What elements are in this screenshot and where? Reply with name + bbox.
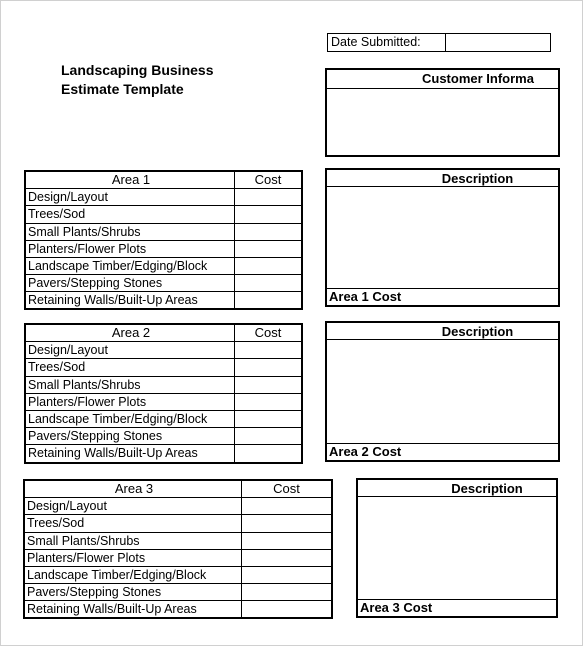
description-header: Description bbox=[358, 480, 556, 497]
cost-cell[interactable] bbox=[235, 189, 301, 205]
table-row bbox=[26, 241, 301, 258]
item-label: Planters/Flower Plots bbox=[25, 550, 242, 566]
table-header-row bbox=[26, 172, 301, 189]
table-row bbox=[26, 359, 301, 376]
table-row bbox=[26, 377, 301, 394]
table-row bbox=[26, 445, 301, 462]
date-submitted-value[interactable] bbox=[446, 34, 550, 51]
item-label: Landscape Timber/Edging/Block bbox=[25, 567, 242, 583]
table-row bbox=[26, 394, 301, 411]
cost-header: Cost bbox=[254, 172, 282, 187]
table-header-row bbox=[26, 325, 301, 342]
area-cost-label: Area 2 Cost bbox=[327, 443, 558, 460]
table-header-row bbox=[25, 481, 331, 498]
cost-cell[interactable] bbox=[235, 241, 301, 257]
area-2-table bbox=[24, 323, 303, 464]
date-submitted-label: Date Submitted: bbox=[328, 34, 446, 51]
item-label: Pavers/Stepping Stones bbox=[26, 428, 235, 444]
cost-header: Cost bbox=[254, 325, 282, 340]
cost-cell[interactable] bbox=[235, 342, 301, 358]
table-row bbox=[25, 550, 331, 567]
area-3-description-box bbox=[356, 478, 558, 618]
page-title bbox=[61, 61, 213, 99]
cost-cell[interactable] bbox=[242, 567, 331, 583]
area-cost-label: Area 3 Cost bbox=[358, 599, 556, 616]
table-row bbox=[26, 258, 301, 275]
cost-cell[interactable] bbox=[242, 533, 331, 549]
area-header: Area 1 bbox=[26, 172, 235, 188]
table-row bbox=[26, 428, 301, 445]
cost-cell[interactable] bbox=[235, 411, 301, 427]
table-row bbox=[26, 224, 301, 241]
table-row bbox=[26, 189, 301, 206]
item-label: Planters/Flower Plots bbox=[26, 241, 235, 257]
table-row bbox=[26, 206, 301, 223]
cost-cell[interactable] bbox=[242, 584, 331, 600]
cost-cell[interactable] bbox=[242, 498, 331, 514]
item-label: Landscape Timber/Edging/Block bbox=[26, 258, 235, 274]
description-body[interactable] bbox=[327, 187, 558, 288]
title-line-1: Landscaping Business bbox=[61, 62, 214, 78]
item-label: Design/Layout bbox=[26, 189, 235, 205]
area-1-description-box bbox=[325, 168, 560, 307]
customer-info-box bbox=[325, 68, 560, 157]
item-label: Landscape Timber/Edging/Block bbox=[26, 411, 235, 427]
item-label: Small Plants/Shrubs bbox=[25, 533, 242, 549]
area-3-table bbox=[23, 479, 333, 619]
table-row bbox=[26, 411, 301, 428]
cost-cell[interactable] bbox=[235, 394, 301, 410]
cost-cell[interactable] bbox=[235, 377, 301, 393]
area-header: Area 2 bbox=[26, 325, 235, 341]
cost-cell[interactable] bbox=[235, 258, 301, 274]
table-row bbox=[25, 515, 331, 532]
cost-cell[interactable] bbox=[235, 292, 301, 309]
description-body[interactable] bbox=[327, 340, 558, 443]
cost-cell[interactable] bbox=[235, 359, 301, 375]
date-submitted-field bbox=[327, 33, 551, 52]
area-cost-label: Area 1 Cost bbox=[327, 288, 558, 305]
item-label: Planters/Flower Plots bbox=[26, 394, 235, 410]
cost-cell[interactable] bbox=[242, 550, 331, 566]
item-label: Design/Layout bbox=[26, 342, 235, 358]
description-header: Description bbox=[327, 170, 558, 187]
area-header: Area 3 bbox=[25, 481, 242, 497]
table-row bbox=[26, 342, 301, 359]
cost-cell[interactable] bbox=[242, 515, 331, 531]
description-header: Description bbox=[327, 323, 558, 340]
title-line-2: Estimate Template bbox=[61, 81, 184, 97]
item-label: Trees/Sod bbox=[26, 206, 235, 222]
area-2-description-box bbox=[325, 321, 560, 462]
item-label: Trees/Sod bbox=[26, 359, 235, 375]
cost-cell[interactable] bbox=[235, 275, 301, 291]
table-row bbox=[26, 275, 301, 292]
cost-cell[interactable] bbox=[242, 601, 331, 618]
item-label: Pavers/Stepping Stones bbox=[25, 584, 242, 600]
customer-info-header: Customer Informa bbox=[327, 70, 558, 89]
item-label: Retaining Walls/Built-Up Areas bbox=[25, 601, 242, 618]
table-row bbox=[26, 292, 301, 309]
table-row bbox=[25, 584, 331, 601]
table-row bbox=[25, 601, 331, 618]
cost-cell[interactable] bbox=[235, 206, 301, 222]
table-row bbox=[25, 498, 331, 515]
description-body[interactable] bbox=[358, 497, 556, 599]
table-row bbox=[25, 533, 331, 550]
item-label: Trees/Sod bbox=[25, 515, 242, 531]
cost-cell[interactable] bbox=[235, 224, 301, 240]
cost-cell[interactable] bbox=[235, 445, 301, 462]
item-label: Retaining Walls/Built-Up Areas bbox=[26, 292, 235, 309]
cost-cell[interactable] bbox=[235, 428, 301, 444]
item-label: Design/Layout bbox=[25, 498, 242, 514]
item-label: Pavers/Stepping Stones bbox=[26, 275, 235, 291]
area-1-table bbox=[24, 170, 303, 310]
item-label: Retaining Walls/Built-Up Areas bbox=[26, 445, 235, 462]
item-label: Small Plants/Shrubs bbox=[26, 224, 235, 240]
cost-header: Cost bbox=[273, 481, 300, 496]
item-label: Small Plants/Shrubs bbox=[26, 377, 235, 393]
table-row bbox=[25, 567, 331, 584]
